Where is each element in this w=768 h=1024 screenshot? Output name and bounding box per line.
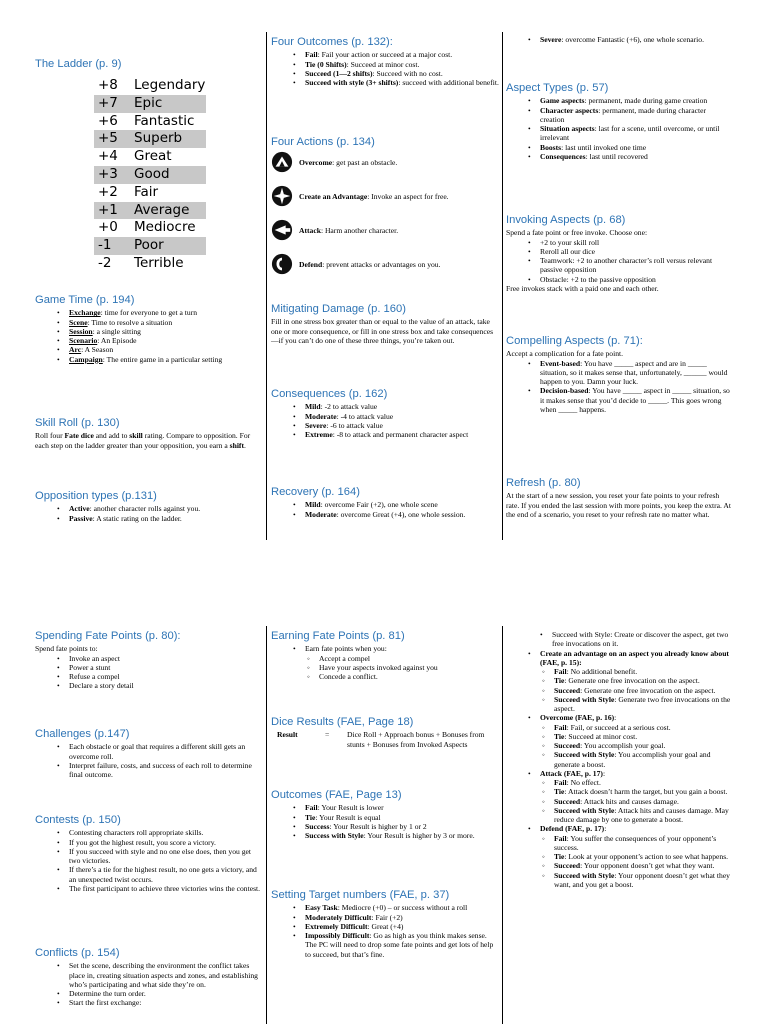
game-time-title: Game Time (p. 194) (35, 294, 135, 306)
overcome-item: ◦ Tie: Succeed at minor cost. (554, 732, 732, 741)
ladder-name: Good (134, 165, 170, 182)
earning-item: ◦ Have your aspects invoked against you (319, 663, 499, 672)
target-number-item: • Moderately Difficult: Fair (+2) (305, 913, 499, 922)
action-create-advantage-text: Create an Advantage: Invoke an aspect for free. (299, 191, 449, 201)
skill-roll-text: Roll four Fate dice and add to skill rating. Compare to opposition. For each step on the ladder greater than your opposition, you earn a shift. (35, 431, 251, 450)
conflicts-title: Conflicts (p. 154) (35, 947, 120, 959)
spending-item: • Invoke an aspect (69, 654, 261, 663)
target-numbers-list (271, 903, 499, 959)
compelling-section (506, 335, 732, 414)
earning-section (271, 630, 499, 681)
aspect-types-section (506, 82, 732, 161)
create-advantage-head: • Create an advantage on an aspect you already know about (FAE, p. 15): ◦ Fail: No additional benefit. ◦ Tie: Generate one free invocation on the aspect. ◦ Succeed: Generate one free invocation on the aspect. ◦ Succeed with Style: Generate two free invocations on the aspect. (540, 649, 732, 714)
recovery-section (271, 486, 499, 519)
target-numbers-title: Setting Target numbers (FAE, p. 37) (271, 889, 450, 901)
challenge-item: • Interpret failure, costs, and success of each roll to determine final outcome. (69, 761, 261, 780)
aspect-type-item: • Consequences: last until recovered (540, 152, 732, 161)
earning-title: Earning Fate Points (p. 81) (271, 630, 405, 642)
attack-head: • Attack (FAE, p. 17): ◦ Fail: No effect. ◦ Tie: Attack doesn’t harm the target, but you gain a boost. ◦ Succeed: Attack hits and causes damage. ◦ Succeed with Style: Attack hits and causes damage. May reduce damage by one to generate a boost. (540, 769, 732, 825)
four-actions-title: Four Actions (p. 134) (271, 136, 375, 148)
create-advantage-icon (271, 185, 293, 207)
aspect-types-list (506, 96, 732, 161)
outcomes-fae-list (271, 803, 499, 840)
challenge-item: • Each obstacle or goal that requires a different skill gets an overcome roll. (69, 742, 261, 761)
ladder-value: -1 (98, 237, 112, 254)
ladder-row (94, 130, 206, 148)
ladder-value: +6 (98, 112, 118, 129)
invoking-intro: Spend a fate point or free invoke. Choose one: (506, 228, 648, 238)
ladder-name: Poor (134, 237, 164, 254)
column-divider (266, 626, 267, 1024)
contest-item: • If you got the highest result, you score a victory. (69, 838, 261, 847)
ladder-name: Legendary (134, 77, 206, 93)
ladder-value: +8 (98, 77, 118, 93)
consequence-item: • Extreme: -8 to attack and permanent character aspect (305, 430, 499, 439)
ladder-name: Superb (134, 130, 183, 147)
ladder-row (94, 148, 206, 166)
ladder-name: Mediocre (134, 219, 196, 236)
ladder-name: Epic (134, 94, 163, 111)
aspect-types-title: Aspect Types (p. 57) (506, 82, 609, 94)
invoking-section (506, 214, 732, 293)
spending-title: Spending Fate Points (p. 80): (35, 630, 181, 642)
four-outcomes-title: Four Outcomes (p. 132): (271, 36, 393, 48)
create-advantage-item: ◦ Succeed: Generate one free invocation on the aspect. (554, 686, 732, 695)
ladder-name: Great (134, 148, 172, 165)
game-time-item: • Campaign: The entire game in a particular setting (69, 355, 261, 364)
ladder-row (94, 219, 206, 237)
ladder-value: +5 (98, 130, 118, 147)
spending-section (35, 630, 261, 691)
mitigating-text: Fill in one stress box greater than or equal to the value of an attack, take one or more consequence, or fill in one stress box and take consequences—if you can’t do one of these three things, you’re taken out. (271, 317, 494, 345)
ladder-row (94, 202, 206, 220)
earning-lead: • Earn fate points when you: ◦ Accept a compel ◦ Have your aspects invoked against you ◦ Concede a conflict. (305, 644, 499, 681)
consequences-section (271, 388, 499, 439)
ladder-value: +3 (98, 165, 118, 182)
opposition-item: • Passive: A static rating on the ladder. (69, 514, 261, 523)
mitigating-title: Mitigating Damage (p. 160) (271, 303, 406, 315)
outcomes-fae-title: Outcomes (FAE, Page 13) (271, 789, 402, 801)
compelling-list (506, 359, 732, 415)
outcome-fae-item: • Success with Style: Your Result is higher by 3 or more. (305, 831, 499, 840)
refresh-title: Refresh (p. 80) (506, 477, 581, 489)
refresh-section (506, 477, 732, 519)
opposition-list (35, 504, 261, 523)
ladder-name: Average (134, 201, 190, 218)
target-number-item: • Extremely Difficult: Great (+4) (305, 922, 499, 931)
overcome-item: ◦ Succeed with Style: You accomplish your goal and generate a boost. (554, 750, 732, 769)
action-defend-text: Defend: prevent attacks or advantages on you. (299, 259, 441, 269)
target-number-item: • Easy Task: Mediocre (+0) – or success without a roll (305, 903, 499, 912)
conflict-item: • Set the scene, describing the environment the conflict takes place in, creating situation aspects and zones, and establishing who’s participating and what side they’re on. (69, 961, 261, 989)
dice-results-equals: = (325, 730, 330, 740)
invoking-item: • +2 to your skill roll (540, 238, 732, 247)
attack-item: ◦ Succeed: Attack hits and causes damage. (554, 797, 732, 806)
action-defend (271, 253, 499, 275)
game-time-item: • Arc: A Season (69, 345, 261, 354)
opposition-section (35, 490, 261, 523)
ladder-name: Fantastic (134, 112, 195, 129)
consequences-list (271, 402, 499, 439)
consequence-item: • Severe: -6 to attack value (305, 421, 499, 430)
column-1-top (35, 58, 261, 72)
overcome-head: • Overcome (FAE, p. 16): ◦ Fail: Fail, or succeed at a serious cost. ◦ Tie: Succeed at minor cost. ◦ Succeed: You accomplish your goal. ◦ Succeed with Style: You accomplish your goal and generate a boost. (540, 713, 732, 769)
contest-item: • The first participant to achieve three victories wins the contest. (69, 884, 261, 893)
ladder-value: +0 (98, 219, 118, 236)
target-numbers-section (271, 889, 499, 959)
dice-results-text: Dice Roll + Approach bonus + Bonuses from stunts + Bonuses from Invoked Aspects (347, 730, 485, 749)
four-actions-section (271, 136, 499, 287)
ladder-value: +2 (98, 183, 118, 200)
compel-item: • Decision-based: You have _____ aspect in _____ situation, so it makes sense that you’d decide to _____. This goes wrong when _____ happens. (540, 386, 732, 414)
defend-list (540, 834, 732, 890)
invoking-title: Invoking Aspects (p. 68) (506, 214, 626, 226)
severe-item: • Severe: overcome Fantastic (+6), one whole scenario. (540, 35, 732, 44)
four-outcomes-item: • Fail: Fail your action or succeed at a major cost. (305, 50, 499, 59)
game-time-item: • Exchange: time for everyone to get a turn (69, 308, 261, 317)
four-outcomes-list (271, 50, 499, 87)
defend-head: • Defend (FAE, p. 17): ◦ Fail: You suffer the consequences of your opponent’s success. ◦ Tie: Look at your opponent’s action to see what happens. ◦ Succeed: Your opponent doesn’t get what they want. ◦ Succeed with Style: Your opponent doesn’t get what they want, and you get a boost. (540, 824, 732, 889)
contest-item: • If you succeed with style and no one else does, then you get two victories. (69, 847, 261, 866)
four-outcomes-item: • Succeed with style (3+ shifts): succeed with additional benefit. (305, 78, 499, 87)
ladder-value: +7 (98, 94, 118, 111)
invoking-outro: Free invokes stack with a paid one and each other. (506, 283, 659, 293)
outcome-fae-item: • Tie: Your Result is equal (305, 813, 499, 822)
aspect-type-item: • Boosts: last until invoked one time (540, 143, 732, 152)
game-time-section (35, 294, 261, 364)
recovery-item: • Mild: overcome Fair (+2), one whole scene (305, 500, 499, 509)
game-time-item: • Scene: Time to resolve a situation (69, 318, 261, 327)
sws-create-item: • Succeed with Style: Create or discover the aspect, get two free invocations on it. (552, 630, 732, 649)
four-outcomes-item: • Tie (0 Shifts): Succeed at minor cost. (305, 60, 499, 69)
contests-section (35, 814, 261, 893)
ladder-row (94, 77, 206, 95)
invoking-item: • Teamwork: +2 to another character’s roll versus relevant passive opposition (540, 256, 732, 275)
overcome-item: ◦ Fail: Fail, or succeed at a serious cost. (554, 723, 732, 732)
create-advantage-list (540, 667, 732, 713)
create-advantage-item: ◦ Tie: Generate one free invocation on the aspect. (554, 676, 732, 685)
dice-results-formula (271, 730, 499, 749)
defend-item: ◦ Fail: You suffer the consequences of your opponent’s success. (554, 834, 732, 853)
defend-item: ◦ Succeed with Style: Your opponent doesn’t get what they want, and you get a boost. (554, 871, 732, 890)
defend-item: ◦ Succeed: Your opponent doesn’t get what they want. (554, 861, 732, 870)
recovery-item: • Moderate: overcome Great (+4), one whole session. (305, 510, 499, 519)
compelling-intro: Accept a complication for a fate point. (506, 349, 624, 359)
spending-item: • Refuse a compel (69, 672, 261, 681)
consequence-item: • Moderate: -4 to attack value (305, 412, 499, 421)
outcome-fae-item: • Fail: Your Result is lower (305, 803, 499, 812)
skill-roll-section (35, 417, 261, 450)
outcome-fae-item: • Success: Your Result is higher by 1 or 2 (305, 822, 499, 831)
ladder-row (94, 95, 206, 113)
column-divider (266, 32, 267, 540)
dice-results-label: Result (277, 730, 298, 740)
conflicts-list (35, 961, 261, 1007)
action-attack-text: Attack: Harm another character. (299, 225, 399, 235)
consequence-item: • Mild: -2 to attack value (305, 402, 499, 411)
challenges-list (35, 742, 261, 779)
contests-list (35, 828, 261, 893)
overcome-item: ◦ Succeed: You accomplish your goal. (554, 741, 732, 750)
ladder-row (94, 237, 206, 255)
action-create-advantage (271, 185, 499, 207)
ladder-row (94, 113, 206, 131)
recovery-list (271, 500, 499, 519)
dice-results-section (271, 716, 499, 749)
attack-item: ◦ Fail: No effect. (554, 778, 732, 787)
ladder-table (94, 77, 206, 273)
column-divider (502, 32, 503, 540)
ladder-name: Fair (134, 183, 159, 200)
create-advantage-item: ◦ Fail: No additional benefit. (554, 667, 732, 676)
attack-item: ◦ Tie: Attack doesn’t harm the target, but you gain a boost. (554, 787, 732, 796)
contests-title: Contests (p. 150) (35, 814, 121, 826)
game-time-item: • Scenario: An Episode (69, 336, 261, 345)
spending-list (35, 654, 261, 691)
ladder-name: Terrible (134, 254, 184, 271)
ladder-value: +4 (98, 148, 118, 165)
target-number-item: • Impossibly Difficult: Go as high as you think makes sense. The PC will need to drop some fate points and get lots of help to succeed, but that’s fine. (305, 931, 499, 959)
action-attack (271, 219, 499, 241)
conflict-item: • Determine the turn order. (69, 989, 261, 998)
invoking-item: • Obstacle: +2 to the passive opposition (540, 275, 732, 284)
earning-item: ◦ Concede a conflict. (319, 672, 499, 681)
consequences-title: Consequences (p. 162) (271, 388, 388, 400)
earning-item: ◦ Accept a compel (319, 654, 499, 663)
create-advantage-item: ◦ Succeed with Style: Generate two free invocations on the aspect. (554, 695, 732, 714)
compel-item: • Event-based: You have _____ aspect and are in _____ situation, so it makes sense that, unfortunately, ______ would happen to you. Damn your luck. (540, 359, 732, 387)
compelling-title: Compelling Aspects (p. 71): (506, 335, 643, 347)
four-outcomes-item: • Succeed (1—2 shifts): Succeed with no cost. (305, 69, 499, 78)
refresh-text: At the start of a new session, you reset your fate points to your refresh rate. If you ended the last session with more points, you keep the extra. At the end of a scenario, you reset to your refresh rate no matter what. (506, 491, 732, 519)
mitigating-section (271, 303, 499, 345)
recovery-title: Recovery (p. 164) (271, 486, 360, 498)
ladder-title: The Ladder (p. 9) (35, 58, 122, 70)
action-overcome (271, 151, 499, 173)
conflicts-section (35, 947, 261, 1008)
attack-item: ◦ Succeed with Style: Attack hits and causes damage. May reduce damage by one to generate a boost. (554, 806, 732, 825)
attack-list (540, 778, 732, 824)
ladder-row (94, 166, 206, 184)
invoking-list (506, 238, 732, 284)
defend-item: ◦ Tie: Look at your opponent’s action to see what happens. (554, 852, 732, 861)
skill-roll-title: Skill Roll (p. 130) (35, 417, 120, 429)
earning-list (305, 654, 499, 682)
column-divider (502, 626, 503, 1024)
four-outcomes-section (271, 36, 499, 87)
ladder-value: -2 (98, 254, 112, 271)
dice-results-title: Dice Results (FAE, Page 18) (271, 716, 414, 728)
action-overcome-text: Overcome: get past an obstacle. (299, 157, 398, 167)
defend-icon (271, 253, 293, 275)
spending-item: • Power a stunt (69, 663, 261, 672)
challenges-title: Challenges (p.147) (35, 728, 130, 740)
aspect-type-item: • Character aspects: permanent, made during character creation (540, 106, 732, 125)
outcomes-fae-section (271, 789, 499, 840)
fae-actions-section (506, 630, 732, 889)
invoking-item: • Reroll all our dice (540, 247, 732, 256)
opposition-title: Opposition types (p.131) (35, 490, 157, 502)
conflict-item: • Start the first exchange: (69, 998, 261, 1007)
aspect-type-item: • Game aspects: permanent, made during game creation (540, 96, 732, 105)
ladder-row (94, 255, 206, 273)
attack-icon (271, 219, 293, 241)
overcome-icon (271, 151, 293, 173)
contest-item: • Contesting characters roll appropriate skills. (69, 828, 261, 837)
game-time-list (35, 308, 261, 364)
spending-item: • Declare a story detail (69, 681, 261, 690)
contest-item: • If there’s a tie for the highest result, no one gets a victory, and an unexpected twist occurs. (69, 865, 261, 884)
ladder-value: +1 (98, 201, 118, 218)
game-time-item: • Session: a single sitting (69, 327, 261, 336)
severe-continued (506, 35, 732, 44)
overcome-list (540, 723, 732, 769)
challenges-section (35, 728, 261, 779)
opposition-item: • Active: another character rolls against you. (69, 504, 261, 513)
aspect-type-item: • Situation aspects: last for a scene, until overcome, or until irrelevant (540, 124, 732, 143)
ladder-row (94, 184, 206, 202)
spending-intro: Spend fate points to: (35, 644, 98, 654)
